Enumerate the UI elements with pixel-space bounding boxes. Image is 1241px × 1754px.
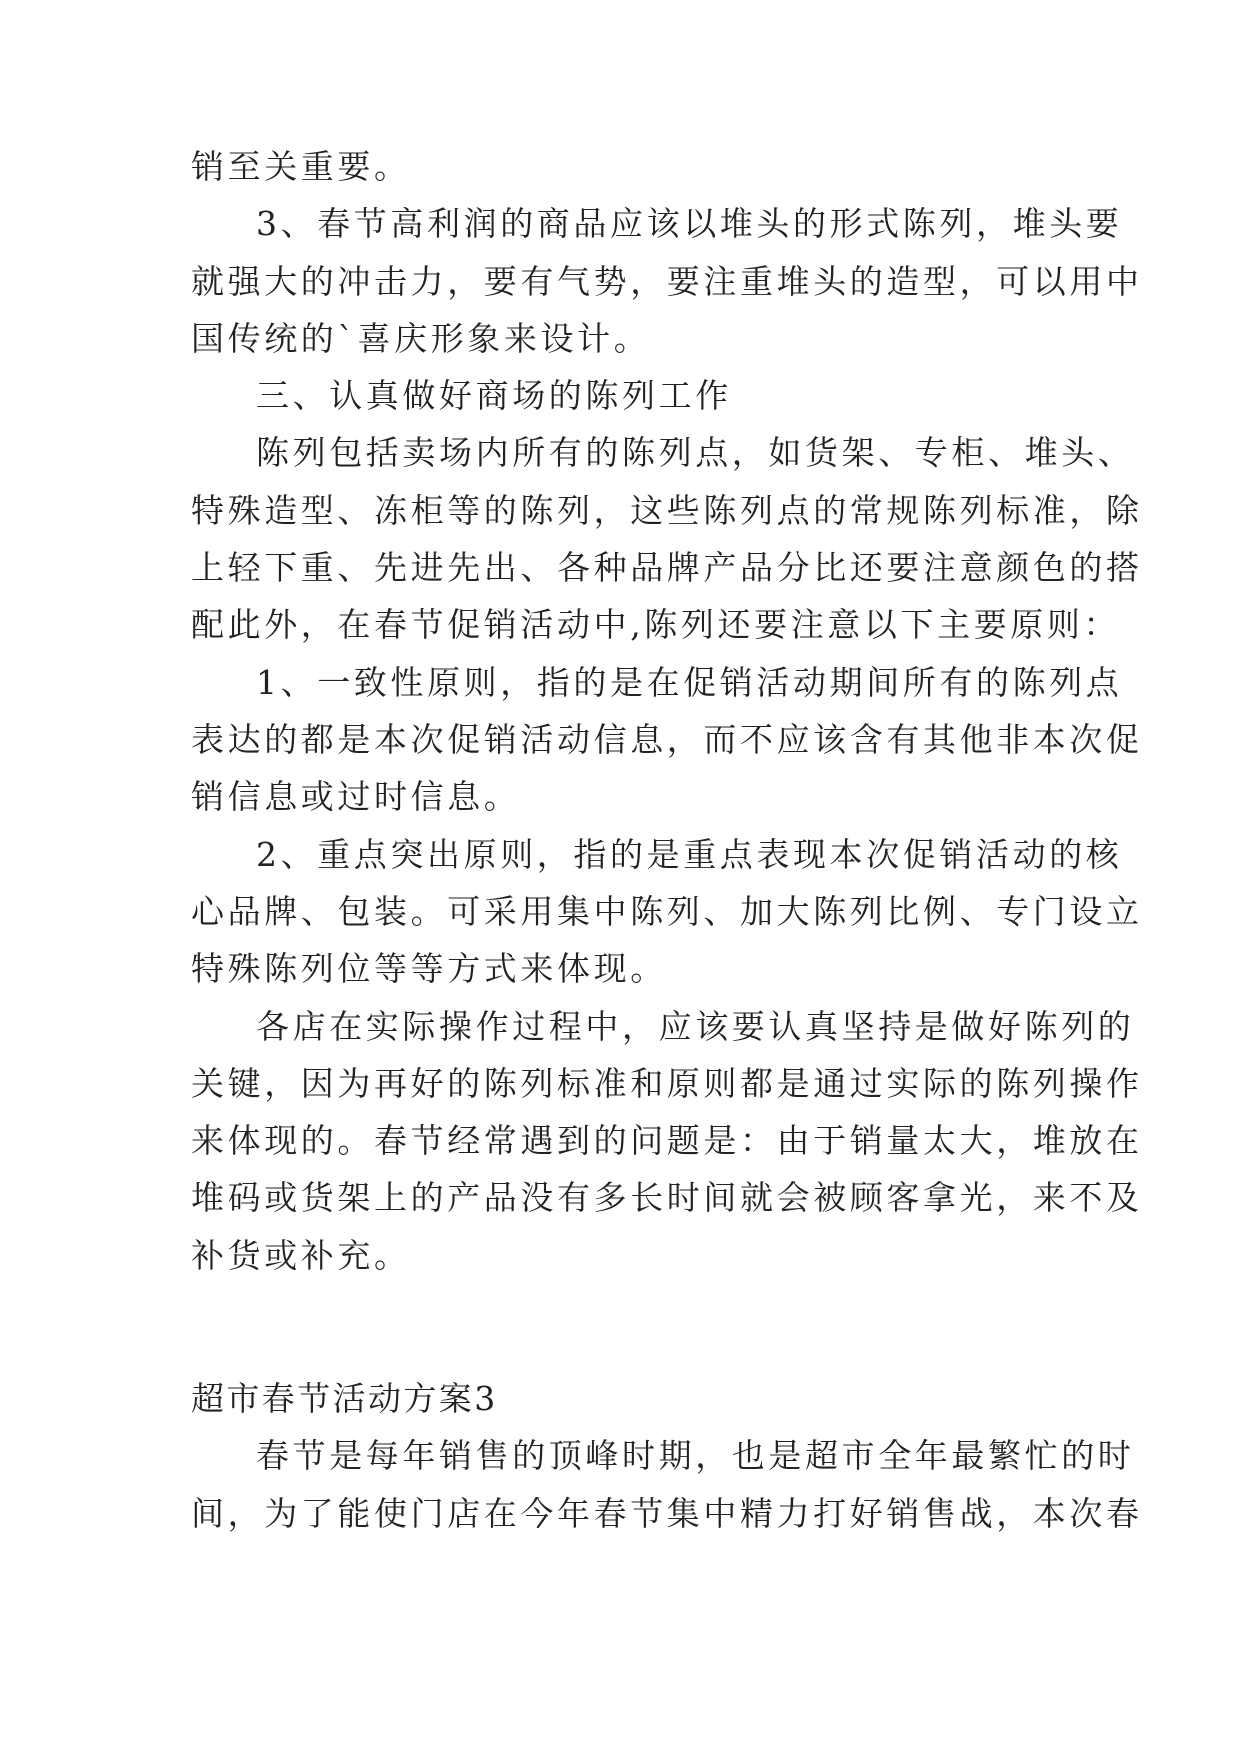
text-line: 销至关重要。 [191, 147, 411, 186]
text-line: 就强大的冲击力，要有气势，要注重堆头的造型，可以用中 [191, 262, 1143, 301]
text-line: 2、重点突出原则，指的是重点表现本次促销活动的核 [256, 835, 1123, 874]
text-line: 特殊造型、冻柜等的陈列，这些陈列点的常规陈列标准，除 [191, 491, 1143, 530]
text-line: 1、一致性原则，指的是在促销活动期间所有的陈列点 [256, 663, 1123, 702]
text-line: 补货或补充。 [191, 1236, 411, 1275]
text-line: 堆码或货架上的产品没有多长时间就会被顾客拿光，来不及 [191, 1178, 1143, 1217]
text-line: 国传统的`喜庆形象来设计。 [191, 319, 651, 358]
text-line: 特殊陈列位等等方式来体现。 [191, 949, 667, 988]
section-heading: 三、认真做好商场的陈列工作 [256, 376, 732, 415]
text-line: 关键，因为再好的陈列标准和原则都是通过实际的陈列操作 [191, 1064, 1143, 1103]
text-line: 间，为了能使门店在今年春节集中精力打好销售战，本次春 [191, 1494, 1143, 1533]
text-line: 3、春节高利润的商品应该以堆头的形式陈列，堆头要 [256, 204, 1123, 243]
section-title: 超市春节活动方案3 [191, 1379, 498, 1418]
text-line: 心品牌、包装。可采用集中陈列、加大陈列比例、专门设立 [191, 892, 1143, 931]
text-line: 春节是每年销售的顶峰时期，也是超市全年最繁忙的时 [256, 1436, 1135, 1475]
text-line: 配此外，在春节促销活动中,陈列还要注意以下主要原则： [191, 605, 1121, 644]
text-line: 销信息或过时信息。 [191, 777, 521, 816]
text-line: 上轻下重、先进先出、各种品牌产品分比还要注意颜色的搭 [191, 548, 1143, 587]
text-line: 来体现的。春节经常遇到的问题是：由于销量太大，堆放在 [191, 1121, 1143, 1160]
text-line: 各店在实际操作过程中，应该要认真坚持是做好陈列的 [256, 1007, 1135, 1046]
text-line: 陈列包括卖场内所有的陈列点，如货架、专柜、堆头、 [256, 433, 1135, 472]
text-line: 表达的都是本次促销活动信息，而不应该含有其他非本次促 [191, 720, 1143, 759]
